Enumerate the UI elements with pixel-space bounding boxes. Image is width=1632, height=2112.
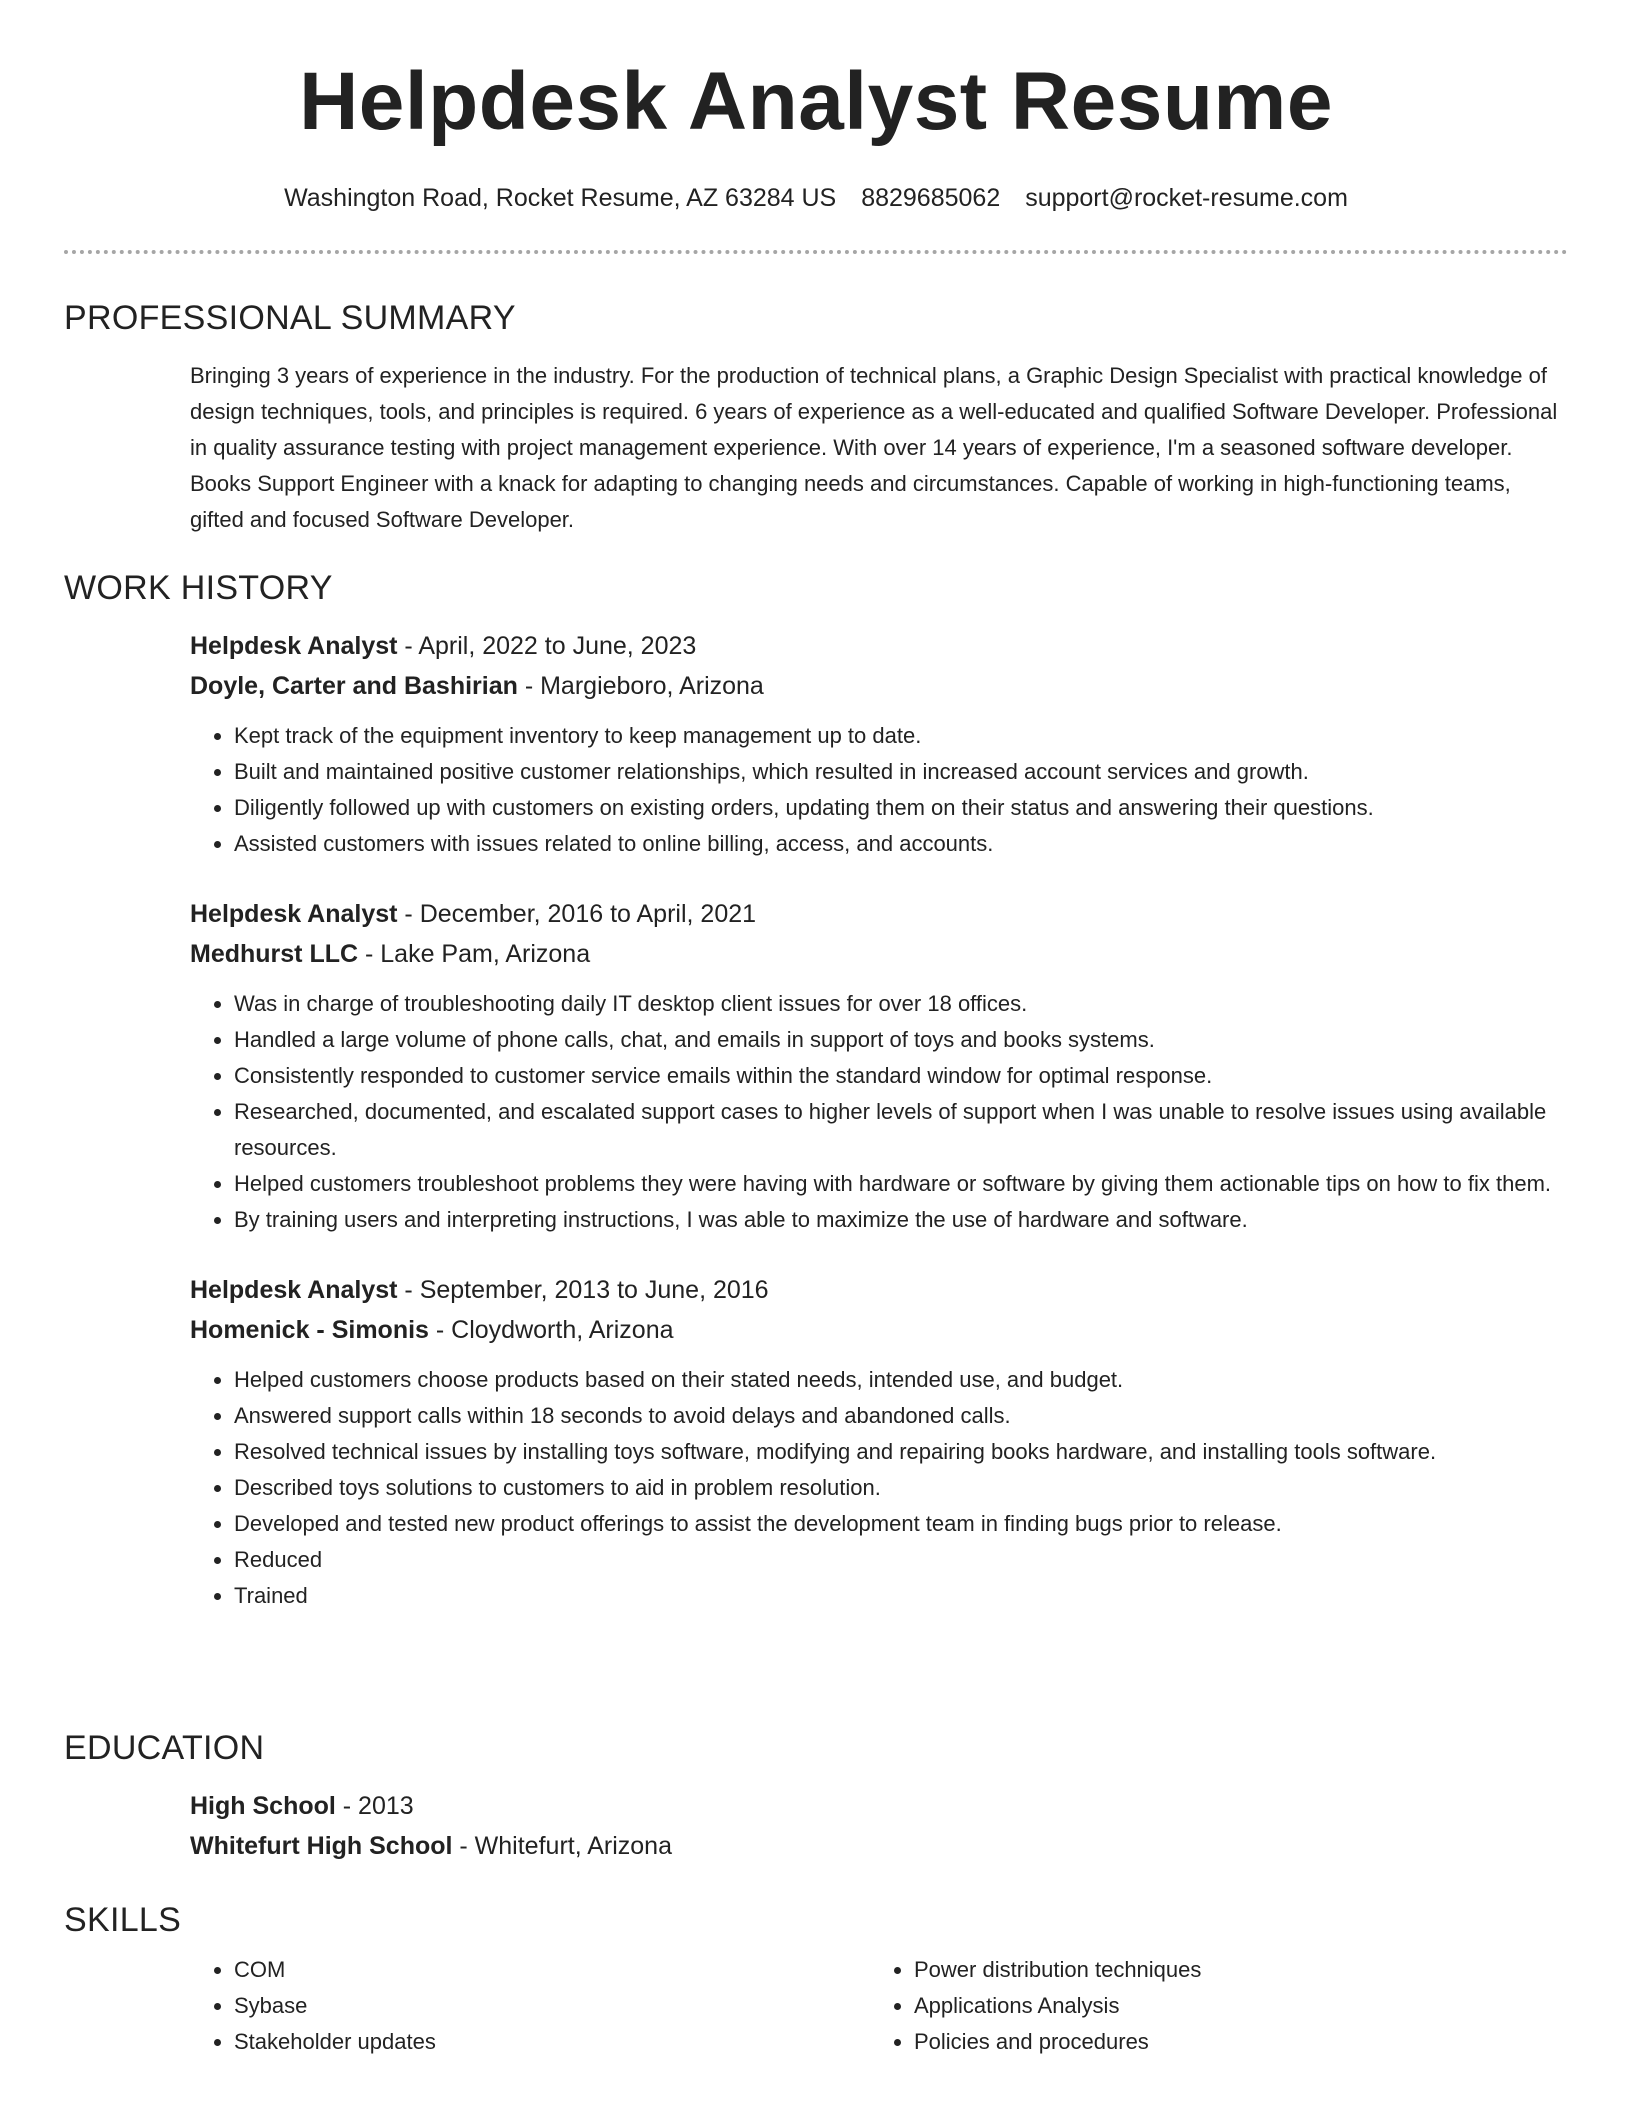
job-title-line xyxy=(190,894,1568,934)
job-bullet: • By training users and interpreting instructions, I was able to maximize the use of hardware and software. xyxy=(234,1202,1568,1238)
skills-column-right xyxy=(870,1952,1550,2060)
header-divider xyxy=(64,250,1568,254)
job-title: Helpdesk Analyst xyxy=(190,632,398,660)
job-dates: - December, 2016 to April, 2021 xyxy=(397,900,757,928)
job-bullet: • Handled a large volume of phone calls, chat, and emails in support of toys and books systems. xyxy=(234,1022,1568,1058)
summary-section xyxy=(64,296,1568,538)
job-bullet: • Helped customers choose products based on their stated needs, intended use, and budget. xyxy=(234,1362,1568,1398)
education-degree: High School xyxy=(190,1792,336,1820)
job-title-line xyxy=(190,626,1568,666)
job-bullet: • Answered support calls within 18 seconds to avoid delays and abandoned calls. xyxy=(234,1398,1568,1434)
page-title: Helpdesk Analyst Resume xyxy=(299,56,1333,147)
skills-heading: SKILLS xyxy=(64,1901,182,1939)
job-company: Doyle, Carter and Bashirian xyxy=(190,672,518,700)
job-dates: - September, 2013 to June, 2016 xyxy=(397,1276,769,1304)
education-year: - 2013 xyxy=(335,1792,414,1820)
job-bullets xyxy=(190,1362,1568,1614)
job-bullet: • Consistently responded to customer service emails within the standard window for optimal response. xyxy=(234,1058,1568,1094)
job-bullet: • Developed and tested new product offerings to assist the development team in finding bugs prior to release. xyxy=(234,1506,1568,1542)
contact-address: Washington Road, Rocket Resume, AZ 63284 US xyxy=(284,184,837,212)
job-bullet: • Assisted customers with issues related to online billing, access, and accounts. xyxy=(234,826,1568,862)
job-bullet: • Built and maintained positive customer relationships, which resulted in increased account services and growth. xyxy=(234,754,1568,790)
skill-item: • Power distribution techniques xyxy=(914,1952,1550,1988)
job-bullet: • Helped customers troubleshoot problems they were having with hardware or software by giving them actionable tips on how to fix them. xyxy=(234,1166,1568,1202)
job-location: - Cloydworth, Arizona xyxy=(428,1316,674,1344)
education-section xyxy=(64,1726,1568,1866)
job-location: - Margieboro, Arizona xyxy=(517,672,764,700)
skill-item: • Stakeholder updates xyxy=(234,2024,870,2060)
education-school-line xyxy=(190,1826,1568,1866)
job-entry xyxy=(190,1270,1568,1350)
skill-item: • Policies and procedures xyxy=(914,2024,1550,2060)
job-bullet: • Kept track of the equipment inventory to keep management up to date. xyxy=(234,718,1568,754)
education-location: - Whitefurt, Arizona xyxy=(452,1832,672,1860)
skill-item: • Sybase xyxy=(234,1988,870,2024)
job-title: Helpdesk Analyst xyxy=(190,900,398,928)
education-school: Whitefurt High School xyxy=(190,1832,453,1860)
work-history-heading: WORK HISTORY xyxy=(64,569,333,607)
job-entry xyxy=(190,894,1568,974)
skills-list xyxy=(190,1952,870,2060)
job-bullet: • Trained xyxy=(234,1578,1568,1614)
job-dates: - April, 2022 to June, 2023 xyxy=(397,632,697,660)
summary-heading: PROFESSIONAL SUMMARY xyxy=(64,299,516,337)
job-bullet: • Diligently followed up with customers on existing orders, updating them on their status and answering their questions. xyxy=(234,790,1568,826)
skills-grid xyxy=(190,1952,1568,2060)
job-title: Helpdesk Analyst xyxy=(190,1276,398,1304)
contact-phone: 8829685062 xyxy=(861,184,1001,212)
education-degree-line xyxy=(190,1786,1568,1826)
job-bullets xyxy=(190,718,1568,862)
contact-line xyxy=(0,180,1632,216)
education-entry xyxy=(190,1786,1568,1866)
skills-list xyxy=(870,1952,1550,2060)
job-company-line xyxy=(190,1310,1568,1350)
job-bullets xyxy=(190,986,1568,1238)
job-company-line xyxy=(190,666,1568,706)
contact-email: support@rocket-resume.com xyxy=(1025,184,1348,212)
job-bullet: • Reduced xyxy=(234,1542,1568,1578)
job-bullet: • Described toys solutions to customers to aid in problem resolution. xyxy=(234,1470,1568,1506)
job-company: Homenick - Simonis xyxy=(190,1316,429,1344)
job-company-line xyxy=(190,934,1568,974)
job-title-line xyxy=(190,1270,1568,1310)
job-bullet: • Resolved technical issues by installing toys software, modifying and repairing books hardware, and installing tools software. xyxy=(234,1434,1568,1470)
job-location: - Lake Pam, Arizona xyxy=(358,940,591,968)
skill-item: • COM xyxy=(234,1952,870,1988)
job-entry xyxy=(190,626,1568,706)
job-company: Medhurst LLC xyxy=(190,940,359,968)
work-history-section xyxy=(64,566,1568,1614)
skills-column-left xyxy=(190,1952,870,2060)
summary-text: Bringing 3 years of experience in the industry. For the production of technical plans, a Graphic Design Specialist with practical knowledge of design techniques, tools, and principles is required. 6 years of experience as a well-educated and qualified Software Developer. Professional in quality assurance testing with project management experience. With over 14 years of experience, I'm a seasoned software developer. Books Support Engineer with a knack for adapting to changing needs and circumstances. Capable of working in high-functioning teams, gifted and focused Software Developer. xyxy=(190,363,1558,532)
job-bullet: • Researched, documented, and escalated support cases to higher levels of support when I was unable to resolve issues using available resources. xyxy=(234,1094,1568,1166)
education-heading: EDUCATION xyxy=(64,1729,265,1767)
skill-item: • Applications Analysis xyxy=(914,1988,1550,2024)
skills-section xyxy=(64,1898,1568,2060)
job-bullet: • Was in charge of troubleshooting daily IT desktop client issues for over 18 offices. xyxy=(234,986,1568,1022)
